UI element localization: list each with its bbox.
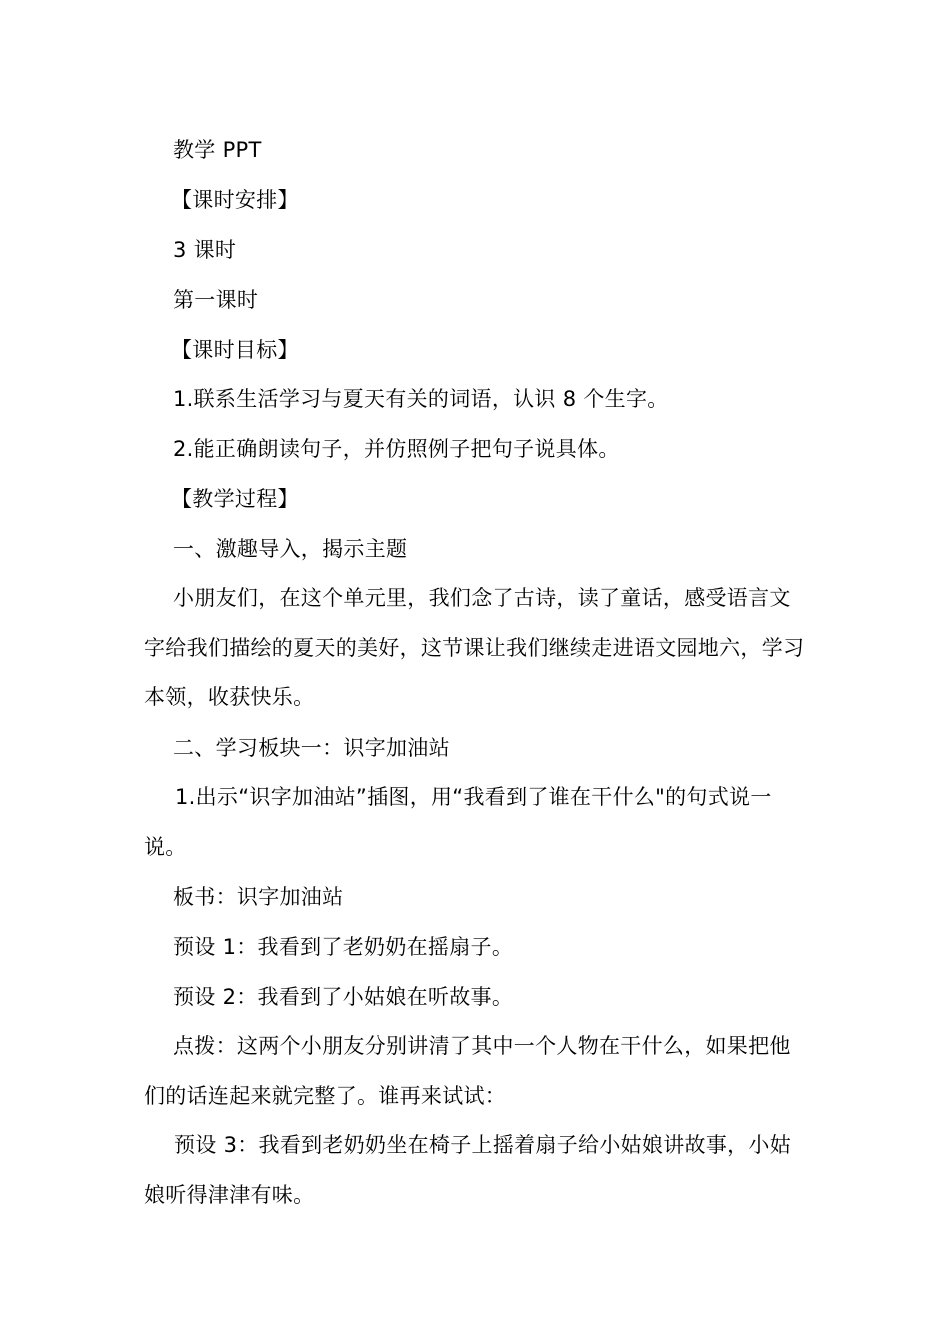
preset-1: 预设 1：我看到了老奶奶在摇扇子。 <box>173 935 514 959</box>
materials-line: 教学 PPT <box>173 138 262 162</box>
intro-paragraph: 小朋友们，在这个单元里，我们念了古诗，读了童话，感受语言文字给我们描绘的夏天的美好，这节课让我们继续走进语文园地六，学习本领，收获快乐。 <box>144 586 805 710</box>
process-heading: 【教学过程】 <box>171 487 299 511</box>
goal-item-2: 2.能正确朗读句子，并仿照例子把句子说具体。 <box>173 437 620 461</box>
preset-2: 预设 2：我看到了小姑娘在听故事。 <box>173 985 514 1009</box>
step-1-paragraph: 1.出示“识字加油站”插图，用“我看到了谁在干什么"的句式说一说。 <box>144 785 772 859</box>
goal-item-1: 1.联系生活学习与夏天有关的词语，认识 8 个生字。 <box>173 387 669 411</box>
section-1-title: 一、激趣导入，揭示主题 <box>173 537 408 561</box>
schedule-heading: 【课时安排】 <box>171 188 299 212</box>
goals-heading: 【课时目标】 <box>171 338 299 362</box>
guidance-paragraph: 点拨：这两个小朋友分别讲清了其中一个人物在干什么，如果把他们的话连起来就完整了。谁再来试试： <box>144 1034 791 1108</box>
schedule-value: 3 课时 <box>173 238 237 262</box>
board-note: 板书：识字加油站 <box>173 885 344 909</box>
preset-3-paragraph: 预设 3：我看到老奶奶坐在椅子上摇着扇子给小姑娘讲故事，小姑娘听得津津有味。 <box>144 1133 792 1207</box>
first-lesson-title: 第一课时 <box>173 288 259 312</box>
section-2-title: 二、学习板块一：识字加油站 <box>173 736 450 760</box>
